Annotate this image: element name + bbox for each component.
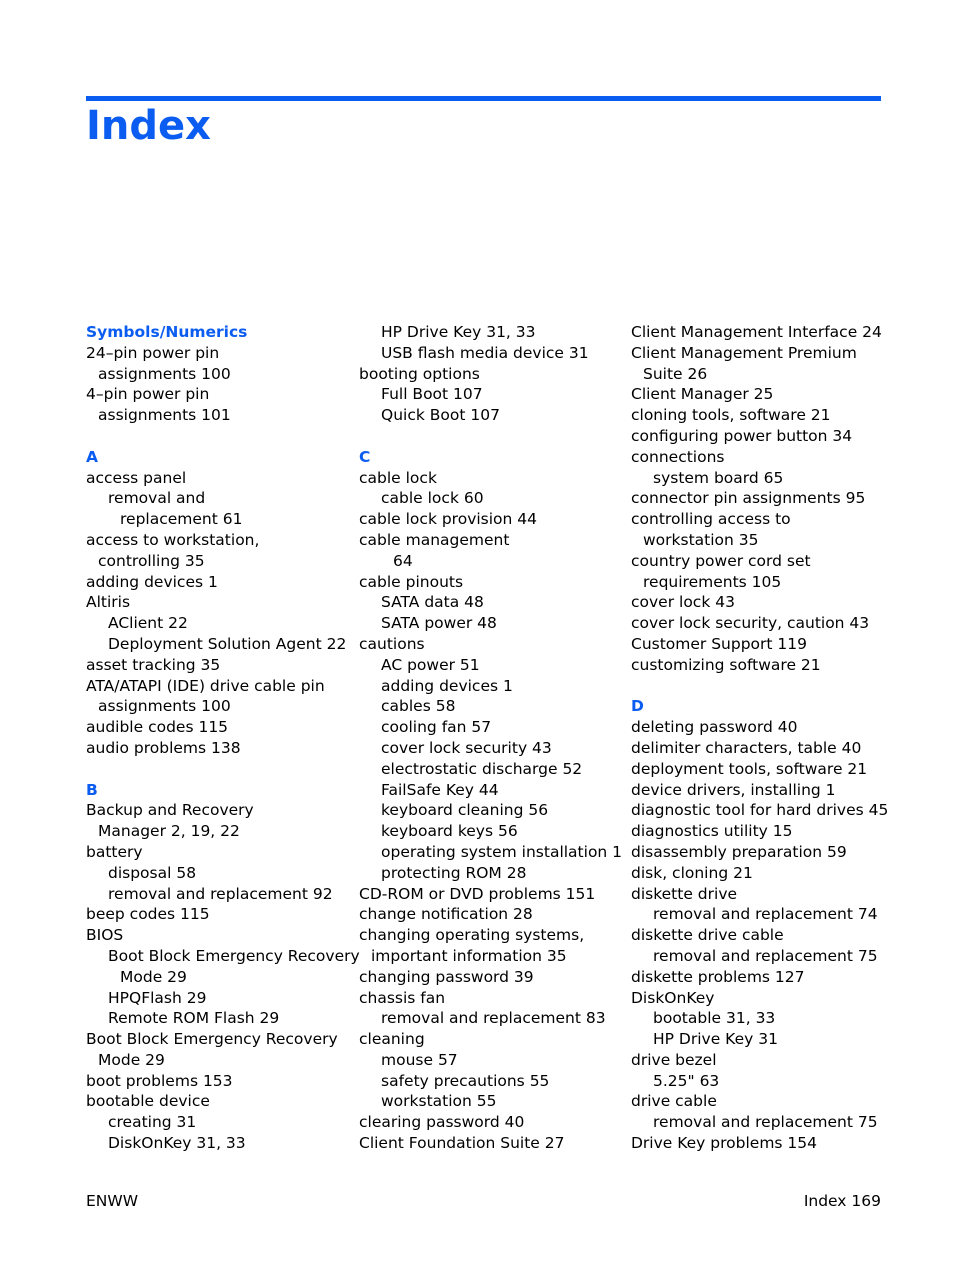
index-entry: access to workstation,	[86, 530, 260, 549]
index-entry: Full Boot 107	[381, 385, 483, 404]
index-entry: diagnostic tool for hard drives 45	[631, 801, 889, 820]
index-entry: cover lock 43	[631, 593, 735, 612]
index-entry: diagnostics utility 15	[631, 822, 793, 841]
index-entry: cleaning	[359, 1030, 425, 1049]
index-entry: adding devices 1	[381, 676, 513, 695]
index-entry: 24–pin power pin	[86, 343, 220, 362]
index-entry: AC power 51	[381, 655, 480, 674]
index-entry: removal and replacement 92	[108, 884, 333, 903]
index-entry: BIOS	[86, 926, 124, 945]
index-entry: cable lock provision 44	[359, 510, 538, 529]
index-entry: cloning tools, software 21	[631, 406, 831, 425]
index-entry: removal and replacement 83	[381, 1009, 606, 1028]
index-entry: HP Drive Key 31	[653, 1030, 778, 1049]
index-entry: cover lock security 43	[381, 738, 552, 757]
index-entry: workstation 35	[643, 530, 759, 549]
index-entry: bootable 31, 33	[653, 1009, 776, 1028]
index-entry: keyboard cleaning 56	[381, 801, 549, 820]
index-entry: Client Management Premium	[631, 343, 857, 362]
index-entry: cable pinouts	[359, 572, 464, 591]
index-entry: DiskOnKey 31, 33	[108, 1134, 246, 1153]
index-entry: adding devices 1	[86, 572, 218, 591]
index-entry: protecting ROM 28	[381, 863, 527, 882]
index-entry: workstation 55	[381, 1092, 497, 1111]
index-section-heading: Symbols/Numerics	[86, 323, 248, 341]
index-entry: deployment tools, software 21	[631, 759, 868, 778]
index-entry: bootable device	[86, 1092, 210, 1111]
index-entry: controlling access to	[631, 510, 791, 529]
section-gap	[86, 426, 348, 447]
index-entry: Mode 29	[98, 1050, 165, 1069]
index-entry: deleting password 40	[631, 718, 798, 737]
footer-left: ENWW	[86, 1192, 139, 1210]
index-entry: 4–pin power pin	[86, 385, 210, 404]
index-column-1	[86, 322, 360, 1154]
index-entry: Remote ROM Flash 29	[108, 1009, 280, 1028]
index-entry: assignments 100	[98, 697, 231, 716]
index-entry: asset tracking 35	[86, 655, 221, 674]
index-section-heading: B	[86, 780, 98, 799]
index-entry: operating system installation 1	[381, 842, 623, 861]
index-entry: Client Management Interface 24	[631, 323, 882, 341]
index-entry: FailSafe Key 44	[381, 780, 499, 799]
index-entry: assignments 101	[98, 406, 231, 425]
index-entry: SATA data 48	[381, 593, 484, 612]
index-entry: Client Foundation Suite 27	[359, 1134, 565, 1153]
section-gap	[86, 759, 348, 780]
index-entry: chassis fan	[359, 988, 446, 1007]
index-entry: battery	[86, 842, 143, 861]
index-entry: ATA/ATAPI (IDE) drive cable pin	[86, 676, 325, 695]
index-entry: booting options	[359, 364, 480, 383]
index-entry: assignments 100	[98, 364, 231, 383]
index-entry: removal and replacement 75	[653, 946, 878, 965]
index-entry: delimiter characters, table 40	[631, 738, 862, 757]
index-entry: removal and	[108, 489, 206, 508]
index-entry: replacement 61	[120, 510, 243, 529]
index-column-2	[359, 322, 621, 1154]
index-entry: disk, cloning 21	[631, 863, 753, 882]
index-entry: HP Drive Key 31, 33	[381, 323, 536, 341]
index-entry: mouse 57	[381, 1050, 458, 1069]
index-section-heading: C	[359, 447, 371, 466]
index-entry: 5.25" 63	[653, 1071, 720, 1090]
index-entry: beep codes 115	[86, 905, 210, 924]
index-entry: changing operating systems,	[359, 926, 585, 945]
index-entry: configuring power button 34	[631, 426, 853, 445]
index-entry: Quick Boot 107	[381, 406, 500, 425]
index-entry: cautions	[359, 634, 425, 653]
index-entry: drive cable	[631, 1092, 717, 1111]
index-entry: diskette drive cable	[631, 926, 784, 945]
index-entry: creating 31	[108, 1113, 197, 1132]
index-entry: changing password 39	[359, 967, 534, 986]
index-entry: Customer Support 119	[631, 634, 808, 653]
index-entry: disassembly preparation 59	[631, 842, 847, 861]
index-entry: Drive Key problems 154	[631, 1134, 817, 1153]
index-entry: important information 35	[371, 946, 567, 965]
index-entry: cables 58	[381, 697, 456, 716]
index-entry: Manager 2, 19, 22	[98, 822, 240, 841]
index-entry: audio problems 138	[86, 738, 241, 757]
index-entry: audible codes 115	[86, 718, 229, 737]
index-entry: cable lock	[359, 468, 437, 487]
index-entry: Mode 29	[120, 967, 187, 986]
index-entry: safety precautions 55	[381, 1071, 550, 1090]
index-entry: AClient 22	[108, 614, 188, 633]
section-gap	[631, 676, 893, 697]
index-entry: boot problems 153	[86, 1071, 233, 1090]
index-entry: system board 65	[653, 468, 784, 487]
index-entry: Suite 26	[643, 364, 708, 383]
index-entry: connections	[631, 447, 725, 466]
index-entry: Deployment Solution Agent 22	[108, 634, 347, 653]
index-entry: removal and replacement 75	[653, 1113, 878, 1132]
index-entry: Client Manager 25	[631, 385, 774, 404]
index-entry: customizing software 21	[631, 655, 821, 674]
index-entry: disposal 58	[108, 863, 197, 882]
index-entry: HPQFlash 29	[108, 988, 207, 1007]
index-entry: connector pin assignments 95	[631, 489, 866, 508]
index-entry: access panel	[86, 468, 187, 487]
index-entry: Boot Block Emergency Recovery	[86, 1030, 338, 1049]
index-entry: Backup and Recovery	[86, 801, 254, 820]
index-entry: cable lock 60	[381, 489, 484, 508]
index-entry: requirements 105	[643, 572, 782, 591]
index-entry: cooling fan 57	[381, 718, 492, 737]
index-entry: electrostatic discharge 52	[381, 759, 583, 778]
index-entry: 64	[393, 551, 413, 570]
index-entry: USB flash media device 31	[381, 343, 589, 362]
index-entry: drive bezel	[631, 1050, 717, 1069]
index-entry: cover lock security, caution 43	[631, 614, 870, 633]
index-entry: country power cord set	[631, 551, 811, 570]
index-entry: Altiris	[86, 593, 131, 612]
index-entry: controlling 35	[98, 551, 205, 570]
index-section-heading: A	[86, 447, 98, 466]
index-entry: removal and replacement 74	[653, 905, 878, 924]
index-entry: CD-ROM or DVD problems 151	[359, 884, 596, 903]
index-column-3	[631, 322, 893, 1154]
index-entry: diskette problems 127	[631, 967, 805, 986]
section-gap	[359, 426, 621, 447]
index-entry: device drivers, installing 1	[631, 780, 836, 799]
index-entry: DiskOnKey	[631, 988, 715, 1007]
page-title: Index	[86, 103, 211, 149]
index-entry: keyboard keys 56	[381, 822, 518, 841]
index-entry: clearing password 40	[359, 1113, 525, 1132]
index-entry: cable management	[359, 530, 510, 549]
footer-page-number: Index 169	[803, 1192, 881, 1210]
index-section-heading: D	[631, 697, 644, 716]
index-entry: Boot Block Emergency Recovery	[108, 946, 360, 965]
index-entry: diskette drive	[631, 884, 738, 903]
index-entry: change notification 28	[359, 905, 533, 924]
index-entry: SATA power 48	[381, 614, 497, 633]
